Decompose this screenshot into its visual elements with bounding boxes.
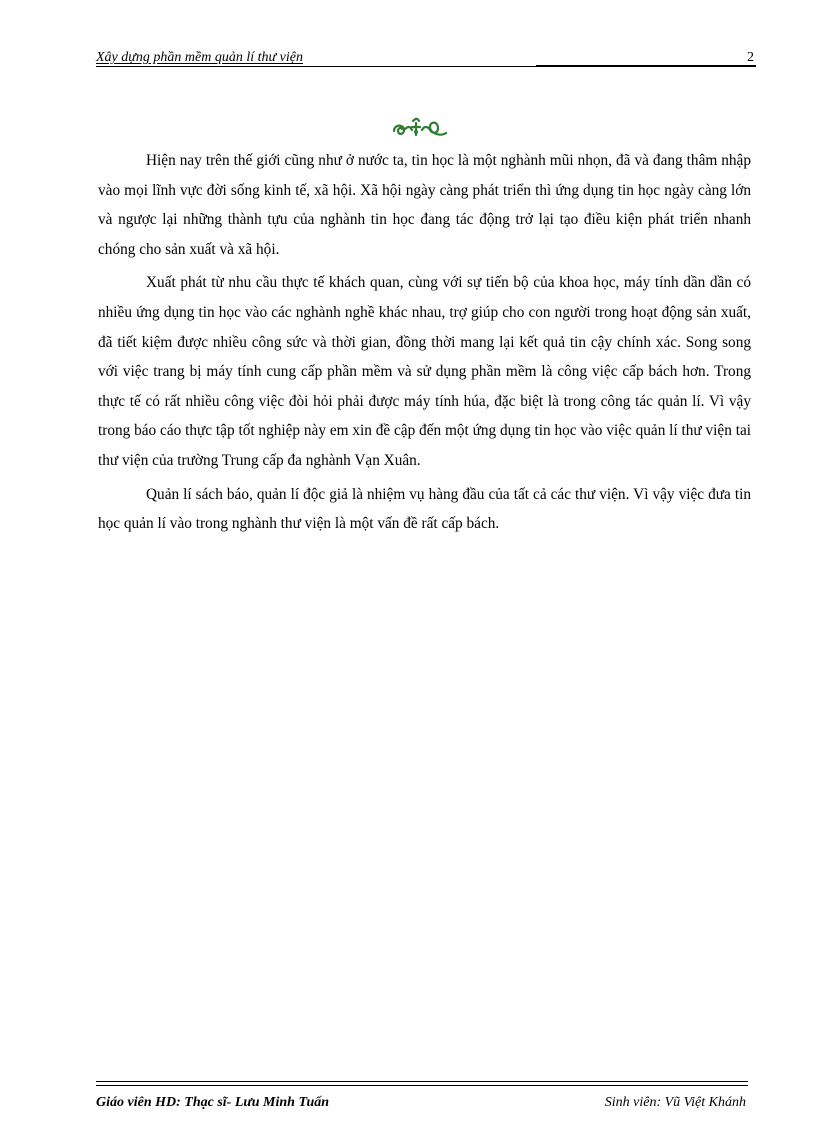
footer-rule-double xyxy=(96,1085,748,1086)
paragraph-intro: Hiện nay trên thế giới cũng như ở nước ta, tin học là một nghành mũi nhọn, đã và đang thâm nhập vào mọi lĩnh vực đời sống kinh tế, xã hội. Xã hội ngày càng phát triển thì ứng dụng tin học ngày càng lớn và ngược lại những thành tựu của nghành tin học đang tác động trở lại tạo điều kiện phát triển nhanh chóng cho sản xuất và xã hội. xyxy=(98,152,751,258)
footer-student: Sinh viên: Vũ Việt Khánh xyxy=(604,1095,746,1110)
body-text xyxy=(98,146,751,543)
decorative-flourish-icon xyxy=(390,115,450,141)
paragraph-motivation: Xuất phát từ nhu cầu thực tế khách quan, cùng với sự tiến bộ của khoa học, máy tính dần dần có nhiều ứng dụng tin học vào các nghành nghề khác nhau, trợ giúp cho con người trong hoạt động sản xuất, đã tiết kiệm được nhiều công sức và thời gian, đồng thời mang lại kết quả tin cậy chính xác. Song song với việc trang bị máy tính cung cấp phần mềm và sử dụng phần mềm là công việc cấp bách hơn. Trong thực tế có rất nhiều công việc đòi hỏi phải được máy tính húa, đặc biệt là trong công tác quản lí. Vì vậy trong báo cáo thực tập tốt nghiệp này em xin đề cập đến một ứng dụng tin học vào việc quản lí thư viện tai thư viện của trường Trung cấp đa nghành Vạn Xuân. xyxy=(98,274,751,469)
footer-advisor: Giáo viên HD: Thạc sĩ- Lưu Minh Tuấn xyxy=(96,1095,330,1110)
header-rule-accent xyxy=(536,65,756,67)
page-number: 2 xyxy=(747,50,754,65)
footer-rule xyxy=(96,1081,748,1082)
header-title: Xây dựng phần mềm quản lí thư viện xyxy=(96,50,303,65)
page-header xyxy=(96,50,756,68)
paragraph-conclusion: Quản lí sách báo, quản lí độc giả là nhiệm vụ hàng đầu của tất cả các thư viện. Vì vậy việc đưa tin học quản lí vào trong nghành thư viện là một vấn đề rất cấp bách. xyxy=(98,485,751,533)
